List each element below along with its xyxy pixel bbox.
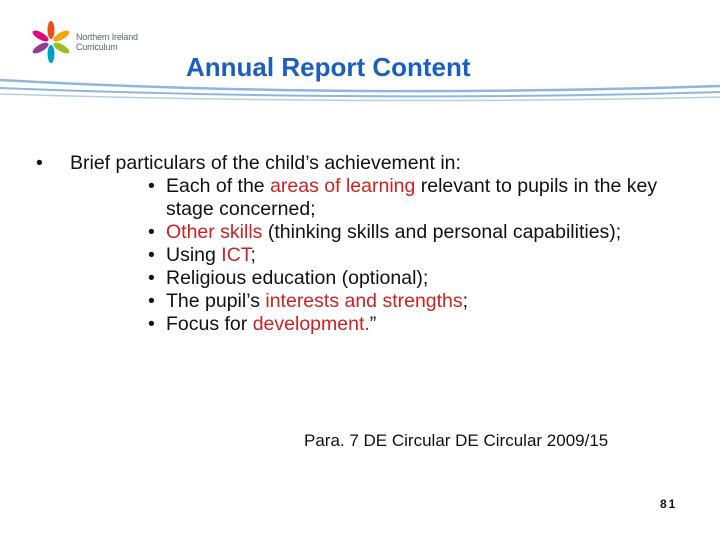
logo-wordmark — [76, 32, 138, 52]
bullet-text: Using — [166, 244, 222, 266]
bullet-marker: • — [148, 244, 155, 266]
sub-bullet-item — [36, 175, 686, 221]
highlighted-text: ICT — [221, 244, 251, 266]
bullet-marker: • — [148, 267, 155, 289]
bullet-text: The pupil’s — [166, 290, 266, 312]
bullet-text: Religious education (optional); — [166, 267, 429, 289]
bullet-marker: • — [148, 221, 155, 243]
bullet-text: relevant to pupils in the key stage concerned; — [166, 175, 658, 220]
sub-bullet-item — [36, 313, 686, 336]
logo-petal — [52, 40, 71, 55]
northern-ireland-curriculum-logo — [30, 18, 160, 66]
header-swoosh-decoration — [0, 74, 720, 110]
logo-petal — [48, 21, 55, 39]
citation-reference: Para. 7 DE Circular DE Circular 2009/15 — [304, 431, 609, 450]
sub-bullet-item — [36, 221, 686, 244]
slide-title: Annual Report Content — [186, 52, 471, 82]
bullet-marker: • — [148, 290, 155, 312]
bullet-text: (thinking skills and personal capabilities); — [262, 221, 622, 243]
sub-bullet-item — [36, 244, 686, 267]
sub-bullet-item — [36, 290, 686, 313]
bullet-text: ; — [462, 290, 469, 312]
bullet-text: Each of the — [166, 175, 271, 197]
bullet-text: Focus for — [166, 313, 253, 335]
highlighted-text: Other skills — [166, 221, 263, 243]
bullet-intro — [36, 152, 686, 175]
logo-petal — [48, 45, 55, 63]
logo-petal — [52, 28, 71, 43]
highlighted-text: areas of learning — [270, 175, 416, 197]
bullet-text: ; — [250, 244, 256, 266]
logo-petal — [31, 40, 50, 55]
logo-petal — [31, 28, 50, 43]
bullet-text: ” — [369, 313, 377, 335]
bullet-marker: • — [36, 152, 43, 174]
highlighted-text: interests and strengths — [265, 290, 463, 312]
logo-line-2: Curriculum — [76, 42, 118, 52]
slide-body — [36, 152, 686, 336]
page-number: 81 — [660, 497, 678, 511]
logo-line-1: Northern Ireland — [76, 32, 138, 42]
highlighted-text: development. — [252, 313, 370, 335]
bullet-marker: • — [148, 313, 155, 335]
logo-petals-icon — [30, 18, 76, 66]
bullet-marker: • — [148, 175, 155, 197]
bullet-intro-text: Brief particulars of the child’s achievement in: — [70, 152, 461, 174]
sub-bullet-list — [36, 175, 686, 336]
sub-bullet-item — [36, 267, 686, 290]
